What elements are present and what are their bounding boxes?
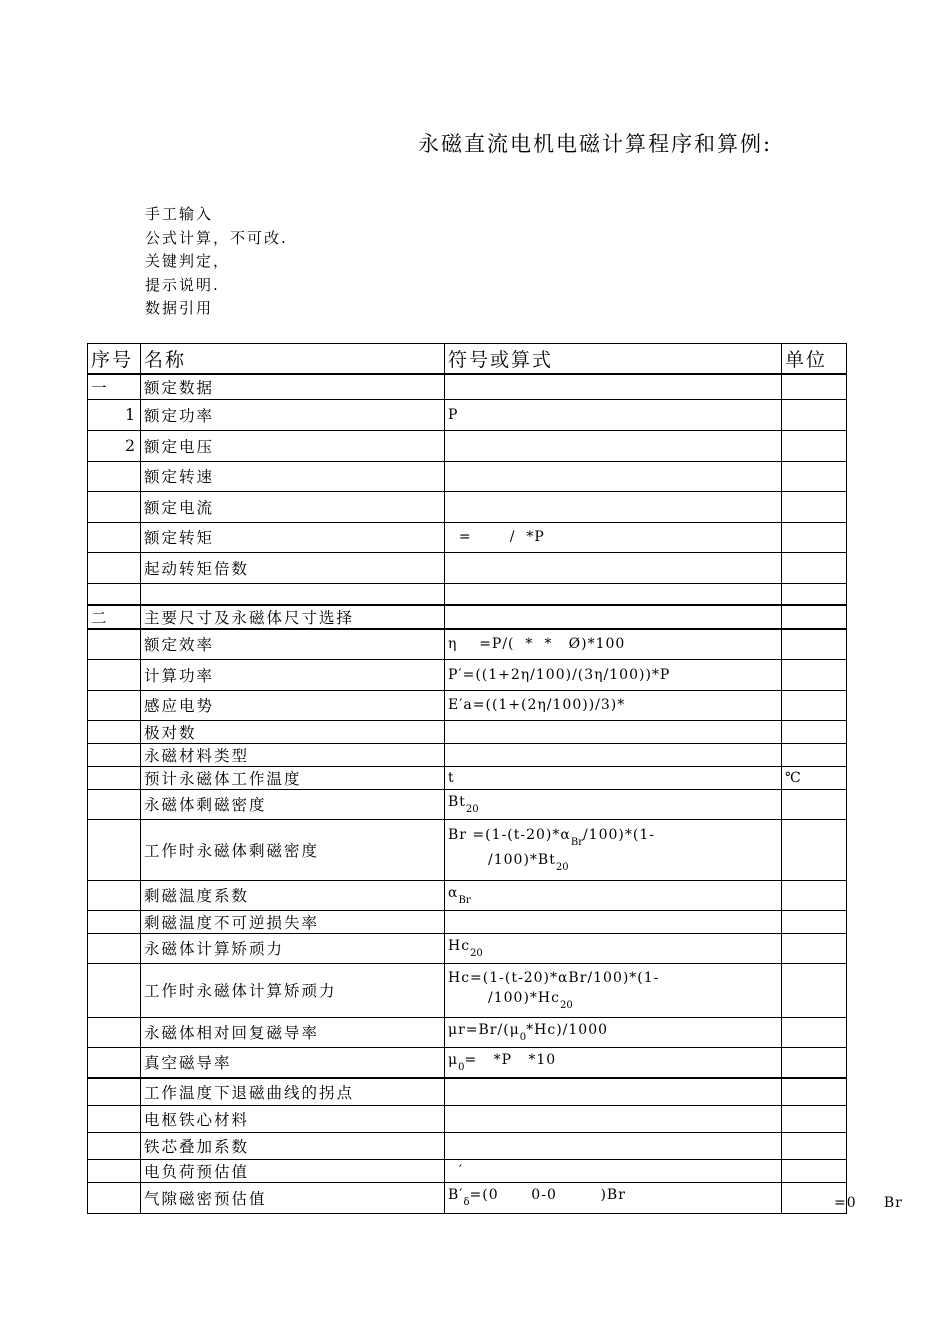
formula-subscript: δ xyxy=(463,1197,470,1208)
table-row xyxy=(88,963,847,1017)
formula-text: Br =(1-(t-20)*α xyxy=(448,826,571,843)
table-header-row xyxy=(88,344,847,375)
table-row xyxy=(88,629,847,659)
cell-name: 计算功率 xyxy=(141,659,445,690)
cell-unit xyxy=(782,880,847,910)
formula-subscript: Br xyxy=(458,894,471,906)
table-row xyxy=(88,552,847,583)
cell-unit xyxy=(782,1132,847,1159)
cell-no xyxy=(88,766,141,789)
cell-name: 铁芯叠加系数 xyxy=(141,1132,445,1159)
table-row xyxy=(88,461,847,491)
cell-unit xyxy=(782,605,847,629)
cell-no: 1 xyxy=(88,399,141,430)
cell-name: 额定电压 xyxy=(141,430,445,461)
cell-no xyxy=(88,880,141,910)
formula-subscript: 0 xyxy=(519,1031,527,1043)
cell-no xyxy=(88,743,141,766)
cell-unit xyxy=(782,374,847,399)
formula-line-1: Hc=(1-(t-20)*αBr/100)*(1- xyxy=(448,969,660,986)
cell-formula: η =P/( * * Ø)*100 xyxy=(445,629,782,659)
cell-no xyxy=(88,1078,141,1105)
document-title: 永磁直流电机电磁计算程序和算例: xyxy=(418,132,773,156)
cell-no xyxy=(88,1017,141,1047)
cell-formula xyxy=(445,605,782,629)
cell-formula xyxy=(445,374,782,399)
table-row xyxy=(88,690,847,720)
cell-unit xyxy=(782,789,847,819)
cell-unit xyxy=(782,491,847,522)
cell-unit: ℃ xyxy=(782,766,847,789)
cell-unit xyxy=(782,659,847,690)
cell-no xyxy=(88,910,141,933)
cell-name: 永磁材料类型 xyxy=(141,743,445,766)
cell-unit xyxy=(782,910,847,933)
legend-item-data-reference: 数据引用 xyxy=(145,299,214,317)
cell-no xyxy=(88,1159,141,1182)
table-row xyxy=(88,1132,847,1159)
table-row xyxy=(88,374,847,399)
cell-name: 剩磁温度不可逆损失率 xyxy=(141,910,445,933)
cell-no xyxy=(88,659,141,690)
legend-item-hint: 提示说明. xyxy=(145,275,220,294)
formula-text: B′ xyxy=(448,1187,464,1203)
header-formula: 符号或算式 xyxy=(445,344,782,375)
cell-name: 气隙磁密预估值 xyxy=(141,1182,445,1213)
table-row xyxy=(88,491,847,522)
cell-unit xyxy=(782,461,847,491)
cell-no: 二 xyxy=(88,605,141,629)
cell-formula: P′=((1+2η/100)/(3η/100))*P xyxy=(445,659,782,690)
formula-text: =(0 0-0 )Br xyxy=(469,1187,626,1203)
table-row xyxy=(88,659,847,690)
cell-formula xyxy=(445,1132,782,1159)
cell-formula xyxy=(445,880,782,910)
cell-no xyxy=(88,933,141,963)
table-row xyxy=(88,1182,847,1213)
table-row xyxy=(88,1047,847,1078)
table-row xyxy=(88,605,847,629)
cell-name: 主要尺寸及永磁体尺寸选择 xyxy=(141,605,445,629)
cell-no xyxy=(88,583,141,605)
cell-no xyxy=(88,461,141,491)
legend xyxy=(145,203,288,321)
cell-name: 永磁体相对回复磁导率 xyxy=(141,1017,445,1047)
cell-name: 真空磁导率 xyxy=(141,1047,445,1078)
header-unit: 单位 xyxy=(782,344,847,375)
table-row xyxy=(88,583,847,605)
cell-formula xyxy=(445,1182,782,1213)
table-row xyxy=(88,766,847,789)
cell-name: 电负荷预估值 xyxy=(141,1159,445,1182)
cell-no xyxy=(88,522,141,552)
cell-name: 工作温度下退磁曲线的拐点 xyxy=(141,1078,445,1105)
table-row xyxy=(88,910,847,933)
formula-line-2 xyxy=(448,852,778,873)
cell-formula xyxy=(445,743,782,766)
cell-formula xyxy=(445,1017,782,1047)
cell-no xyxy=(88,1105,141,1132)
table-row xyxy=(88,933,847,963)
legend-item-key-judgement: 关键判定， xyxy=(145,252,231,270)
cell-formula xyxy=(445,430,782,461)
cell-unit xyxy=(782,583,847,605)
formula-subscript: 20 xyxy=(559,999,573,1011)
cell-name: 永磁体计算矫顽力 xyxy=(141,933,445,963)
table-row xyxy=(88,430,847,461)
cell-formula xyxy=(445,910,782,933)
formula-text: μr=Br/(μ xyxy=(448,1021,520,1038)
table-row xyxy=(88,1159,847,1182)
table-row xyxy=(88,1105,847,1132)
cell-formula xyxy=(445,819,782,880)
formula-text: Hc xyxy=(448,937,471,954)
formula-line-2 xyxy=(448,990,778,1011)
table-row xyxy=(88,880,847,910)
cell-no xyxy=(88,690,141,720)
cell-no: 2 xyxy=(88,430,141,461)
cell-name: 感应电势 xyxy=(141,690,445,720)
legend-item-formula: 公式计算，不可改. xyxy=(145,228,288,247)
table-row xyxy=(88,743,847,766)
formula-subscript: 20 xyxy=(470,947,483,959)
cell-formula xyxy=(445,1047,782,1078)
header-name: 名称 xyxy=(141,344,445,375)
formula-text: *Hc)/1000 xyxy=(526,1021,609,1038)
cell-formula: t xyxy=(445,766,782,789)
cell-name: 永磁体剩磁密度 xyxy=(141,789,445,819)
cell-formula xyxy=(445,720,782,743)
cell-formula xyxy=(445,1105,782,1132)
cell-no xyxy=(88,789,141,819)
formula-text: α xyxy=(448,884,459,901)
table-row xyxy=(88,819,847,880)
cell-unit xyxy=(782,1105,847,1132)
formula-subscript: 20 xyxy=(555,861,569,873)
formula-text: /100)*Hc xyxy=(488,989,560,1006)
cell-name: 工作时永磁体剩磁密度 xyxy=(141,819,445,880)
overflow-cell-text: =0 Br xyxy=(834,1195,903,1211)
table-row xyxy=(88,1017,847,1047)
formula-line-1 xyxy=(448,827,778,848)
cell-formula xyxy=(445,461,782,491)
cell-name: 额定效率 xyxy=(141,629,445,659)
cell-unit xyxy=(782,1017,847,1047)
cell-formula: = / *P xyxy=(445,522,782,552)
cell-unit xyxy=(782,963,847,1017)
cell-formula xyxy=(445,491,782,522)
cell-formula xyxy=(445,552,782,583)
table-row xyxy=(88,399,847,430)
calculation-table xyxy=(87,343,847,1214)
cell-name: 额定功率 xyxy=(141,399,445,430)
cell-unit xyxy=(782,720,847,743)
cell-unit xyxy=(782,1047,847,1078)
cell-no xyxy=(88,1132,141,1159)
cell-formula xyxy=(445,1078,782,1105)
formula-subscript: 20 xyxy=(465,803,479,815)
cell-no xyxy=(88,1047,141,1078)
cell-name: 额定电流 xyxy=(141,491,445,522)
formula-subscript: Br xyxy=(570,836,583,848)
cell-unit xyxy=(782,1078,847,1105)
cell-formula: P xyxy=(445,399,782,430)
cell-no xyxy=(88,963,141,1017)
cell-no xyxy=(88,720,141,743)
cell-name xyxy=(141,583,445,605)
cell-unit xyxy=(782,690,847,720)
cell-no xyxy=(88,1182,141,1213)
cell-unit xyxy=(782,399,847,430)
cell-formula xyxy=(445,789,782,819)
cell-formula xyxy=(445,933,782,963)
cell-no: 一 xyxy=(88,374,141,399)
cell-unit xyxy=(782,522,847,552)
cell-unit xyxy=(782,933,847,963)
cell-unit xyxy=(782,743,847,766)
formula-text: μ xyxy=(448,1051,459,1068)
cell-formula xyxy=(445,583,782,605)
legend-item-manual-input: 手工输入 xyxy=(145,205,214,223)
header-no: 序号 xyxy=(88,344,141,375)
cell-formula: E′a=((1+(2η/100))/3)* xyxy=(445,690,782,720)
cell-name: 剩磁温度系数 xyxy=(141,880,445,910)
cell-unit xyxy=(782,629,847,659)
table-row xyxy=(88,720,847,743)
formula-text: /100)*Bt xyxy=(488,851,556,868)
cell-no xyxy=(88,629,141,659)
cell-name: 工作时永磁体计算矫顽力 xyxy=(141,963,445,1017)
table-row xyxy=(88,789,847,819)
table-row xyxy=(88,522,847,552)
cell-no xyxy=(88,491,141,522)
cell-formula: ′ xyxy=(445,1159,782,1182)
formula-subscript: 0 xyxy=(458,1061,465,1073)
cell-no xyxy=(88,552,141,583)
cell-formula xyxy=(445,963,782,1017)
cell-name: 额定数据 xyxy=(141,374,445,399)
cell-name: 极对数 xyxy=(141,720,445,743)
formula-text: /100)*(1- xyxy=(582,826,655,843)
cell-unit xyxy=(782,552,847,583)
cell-unit xyxy=(782,1159,847,1182)
cell-name: 预计永磁体工作温度 xyxy=(141,766,445,789)
cell-unit xyxy=(782,819,847,880)
formula-text: Bt xyxy=(448,793,466,810)
cell-name: 电枢铁心材料 xyxy=(141,1105,445,1132)
cell-unit xyxy=(782,430,847,461)
table-row xyxy=(88,1078,847,1105)
cell-name: 额定转速 xyxy=(141,461,445,491)
formula-text: = *P *10 xyxy=(464,1051,557,1068)
cell-name: 额定转矩 xyxy=(141,522,445,552)
cell-name: 起动转矩倍数 xyxy=(141,552,445,583)
cell-no xyxy=(88,819,141,880)
